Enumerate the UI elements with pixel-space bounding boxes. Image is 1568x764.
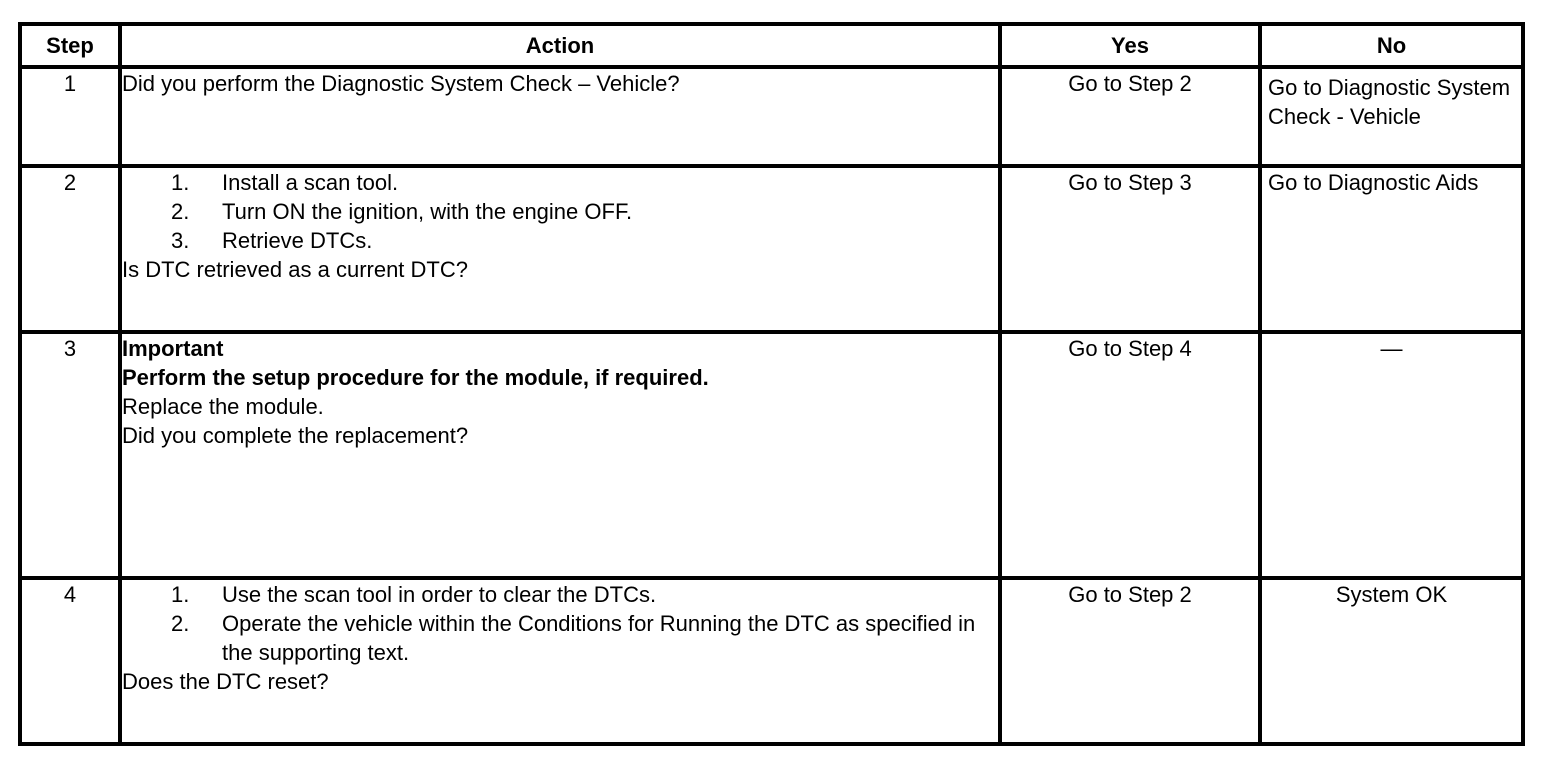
action-question: Did you perform the Diagnostic System Check – Vehicle? xyxy=(122,71,680,96)
step-number: 1 xyxy=(20,67,120,166)
no-cell: Go to Diagnostic System Check - Vehicle xyxy=(1260,67,1523,166)
action-cell xyxy=(120,67,1000,166)
list-item-number: 2. xyxy=(171,199,190,224)
no-cell: System OK xyxy=(1260,578,1523,744)
yes-cell: Go to Step 4 xyxy=(1000,332,1260,578)
action-question: Does the DTC reset? xyxy=(122,669,329,694)
list-item xyxy=(171,226,998,255)
important-heading: Important xyxy=(122,336,224,361)
list-item xyxy=(171,168,998,197)
important-note: Perform the setup procedure for the module, if required. xyxy=(122,365,709,390)
yes-cell: Go to Step 3 xyxy=(1000,166,1260,332)
list-item-number: 2. xyxy=(171,611,190,636)
list-item-number: 3. xyxy=(171,228,190,253)
list-item xyxy=(171,609,998,667)
yes-cell: Go to Step 2 xyxy=(1000,67,1260,166)
step-number: 2 xyxy=(20,166,120,332)
list-item xyxy=(171,580,998,609)
action-question: Did you complete the replacement? xyxy=(122,423,469,448)
header-row xyxy=(20,24,1523,67)
list-item-number: 1. xyxy=(171,582,190,607)
list-item-text: Use the scan tool in order to clear the DTCs. xyxy=(222,582,657,607)
header-no: No xyxy=(1260,24,1523,67)
list-item-text: Install a scan tool. xyxy=(222,170,399,195)
action-instruction: Replace the module. xyxy=(122,394,324,419)
table-row xyxy=(20,332,1523,578)
instruction-list xyxy=(122,580,998,667)
action-cell xyxy=(120,332,1000,578)
action-cell xyxy=(120,578,1000,744)
step-number: 3 xyxy=(20,332,120,578)
action-question: Is DTC retrieved as a current DTC? xyxy=(122,257,468,282)
no-cell: — xyxy=(1260,332,1523,578)
step-number: 4 xyxy=(20,578,120,744)
yes-cell: Go to Step 2 xyxy=(1000,578,1260,744)
table-row xyxy=(20,166,1523,332)
list-item-number: 1. xyxy=(171,170,190,195)
diagnostic-table xyxy=(18,22,1525,746)
header-yes: Yes xyxy=(1000,24,1260,67)
list-item xyxy=(171,197,998,226)
action-cell xyxy=(120,166,1000,332)
table-row xyxy=(20,67,1523,166)
list-item-text: Operate the vehicle within the Conditions for Running the DTC as specified in the supporting text. xyxy=(222,611,976,665)
header-action: Action xyxy=(120,24,1000,67)
list-item-text: Retrieve DTCs. xyxy=(222,228,373,253)
list-item-text: Turn ON the ignition, with the engine OFF. xyxy=(222,199,633,224)
instruction-list xyxy=(122,168,998,255)
table-row xyxy=(20,578,1523,744)
no-cell: Go to Diagnostic Aids xyxy=(1260,166,1523,332)
header-step: Step xyxy=(20,24,120,67)
